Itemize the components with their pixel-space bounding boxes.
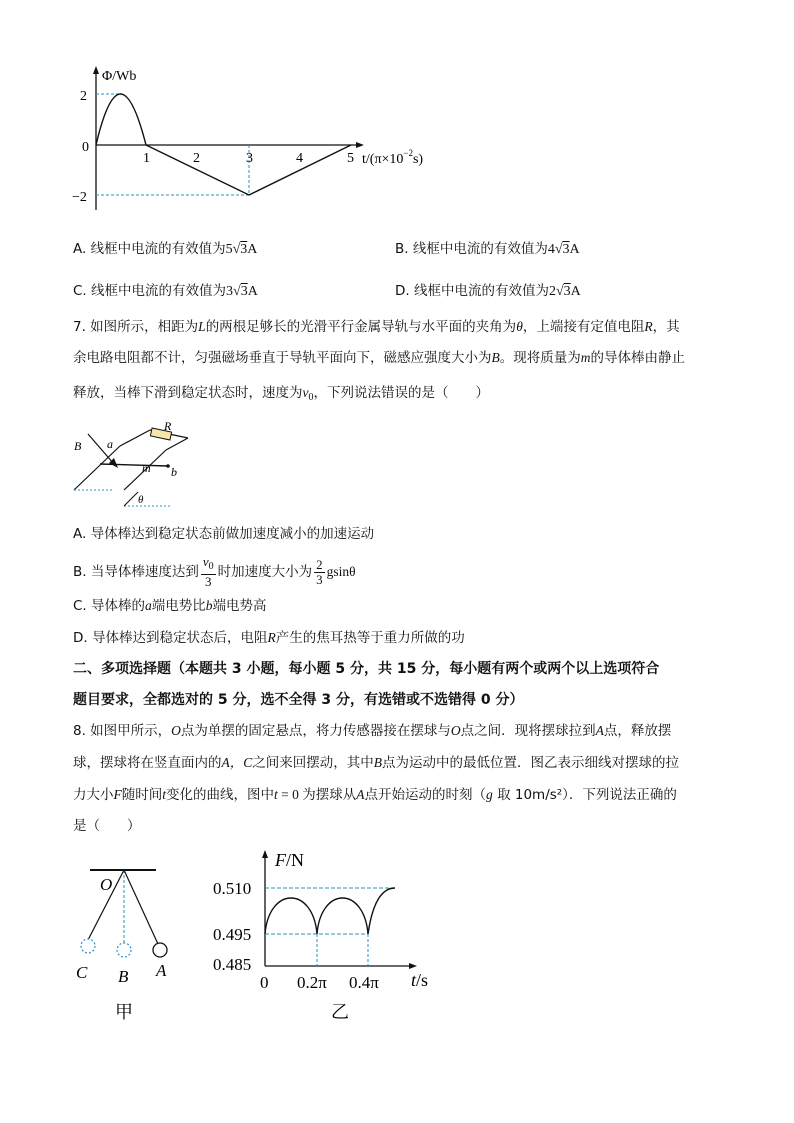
phi-time-graph bbox=[70, 60, 470, 220]
math-value: 2√3A bbox=[548, 284, 581, 299]
ball-C bbox=[81, 939, 95, 953]
x-axis-label: t/s bbox=[411, 970, 429, 990]
x-axis-arrow bbox=[356, 142, 364, 148]
option-letter: D. bbox=[395, 283, 410, 299]
x-tick-label: 3 bbox=[246, 151, 253, 166]
x-tick-label: 1 bbox=[143, 151, 150, 166]
label-R: R bbox=[164, 420, 172, 433]
y-tick-label: 0 bbox=[82, 140, 89, 155]
y-tick-label: −2 bbox=[72, 190, 87, 205]
fraction-v0-over-3: $\frac{v_0}{3}$ bbox=[202, 554, 214, 589]
x-tick-label: 5 bbox=[347, 151, 354, 166]
q7-option-d: D. 导体棒达到稳定状态后，电阻R产生的焦耳热等于重力所做的功 bbox=[73, 630, 465, 646]
x-tick-label: 2 bbox=[193, 151, 200, 166]
label-b: b bbox=[171, 465, 177, 479]
figure-caption-jia: 甲 bbox=[115, 1002, 133, 1023]
wire-top bbox=[120, 430, 150, 446]
q7-option-a: A. 导体棒达到稳定状态前做加速度减小的加速运动 bbox=[73, 526, 375, 542]
x-axis-label: $t/(\pi\times 10^{-2}s)$ bbox=[362, 148, 424, 167]
conductor-rod bbox=[100, 464, 168, 466]
incline-edge bbox=[124, 492, 138, 506]
option-text: 线框中电流的有效值为 bbox=[412, 241, 548, 257]
x-tick-label: 0.4π bbox=[349, 973, 379, 992]
string-to-A bbox=[124, 870, 158, 944]
label-B: B bbox=[74, 439, 82, 453]
q7-stem-line-1: 7. 如图所示，相距为L的两根足够长的光滑平行金属导轨与水平面的夹角为θ，上端接有定值电阻R，其 bbox=[73, 319, 680, 335]
q8-stem-line-4: 是（ ） bbox=[73, 818, 141, 834]
option-letter: C. bbox=[73, 283, 87, 299]
y-axis-label: F/N bbox=[275, 850, 304, 870]
x-tick-label: 4 bbox=[296, 151, 303, 166]
label-A: A bbox=[156, 961, 167, 980]
option-letter: A. bbox=[73, 241, 87, 257]
pendulum-figure bbox=[70, 858, 180, 1028]
math-value: 3√3A bbox=[226, 284, 258, 299]
q8-stem-line-3: 力大小F随时间t变化的曲线，图中t = 0 为摆球从A点开始运动的时刻（g 取 10m/s²）．下列说法正确的 bbox=[73, 787, 677, 803]
section-heading-line-1: 二、多项选择题（本题共 3 小题，每小题 5 分，共 15 分，每小题有两个或两个以上选项符合 bbox=[73, 661, 660, 677]
label-C: C bbox=[76, 963, 88, 982]
q6-option-a bbox=[73, 240, 257, 259]
option-text: 线框中电流的有效值为 bbox=[413, 283, 549, 299]
sine-arc bbox=[96, 94, 146, 145]
option-letter: B. bbox=[395, 241, 409, 257]
q8-stem-line-1: 8. 如图甲所示，O点为单摆的固定悬点，将力传感器接在摆球与O点之间．现将摆球拉到A点，释放摆 bbox=[73, 723, 672, 739]
ball-A bbox=[153, 943, 167, 957]
y-tick-label: 0.485 bbox=[213, 955, 252, 974]
fraction-2-over-3: $\frac{2}{3}$ bbox=[316, 556, 323, 587]
y-axis-arrow bbox=[93, 66, 99, 74]
x-tick-label: 0 bbox=[260, 973, 269, 992]
section-heading-line-2: 题目要求，全都选对的 5 分，选不全得 3 分，有选错或不选错得 0 分） bbox=[73, 692, 524, 708]
x-axis-arrow bbox=[409, 963, 417, 969]
math-value: 4√3A bbox=[547, 242, 580, 257]
q7-stem-line-2: 余电路电阻都不计，匀强磁场垂直于导轨平面向下，磁感应强度大小为B。现将质量为m的导体棒由静止 bbox=[73, 350, 685, 366]
figure-caption-yi: 乙 bbox=[331, 1002, 349, 1023]
q6-option-b bbox=[395, 240, 580, 259]
q7-option-c: C. 导体棒的a端电势比b端电势高 bbox=[73, 598, 267, 614]
point-b bbox=[166, 464, 170, 468]
label-theta: θ bbox=[138, 494, 144, 506]
label-m: m bbox=[142, 461, 151, 475]
label-O: O bbox=[100, 875, 113, 894]
label-B: B bbox=[118, 967, 129, 986]
ball-B bbox=[117, 943, 131, 957]
q6-option-c bbox=[73, 282, 258, 301]
y-tick-label: 0.510 bbox=[213, 879, 252, 898]
q8-stem-line-2: 球，摆球将在竖直面内的A，C之间来回摆动，其中B点为运动中的最低位置．图乙表示细线对摆球的拉 bbox=[73, 755, 680, 771]
q6-option-d bbox=[395, 282, 581, 301]
math-value: 5√3A bbox=[225, 242, 258, 257]
y-tick-label: 0.495 bbox=[213, 925, 252, 944]
q7-stem-line-3: 释放，当棒下滑到稳定状态时，速度为$v_0$，下列说法错误的是（ ） bbox=[73, 385, 489, 403]
force-time-graph bbox=[205, 840, 445, 1030]
y-tick-label: 2 bbox=[80, 89, 87, 104]
y-axis-arrow bbox=[262, 850, 268, 858]
y-axis-label: Φ/Wb bbox=[102, 69, 137, 84]
q7-option-b: B. 当导体棒速度达到 $\frac{v_0}{3}$ 时加速度大小为 $\frac{2}{3}$ gsinθ bbox=[73, 554, 356, 589]
option-text: 线框中电流的有效值为 bbox=[91, 283, 227, 299]
label-a: a bbox=[107, 437, 113, 451]
rails-figure bbox=[70, 420, 200, 512]
option-text: 线框中电流的有效值为 bbox=[90, 241, 226, 257]
x-tick-label: 0.2π bbox=[297, 973, 327, 992]
force-curve bbox=[265, 888, 395, 934]
